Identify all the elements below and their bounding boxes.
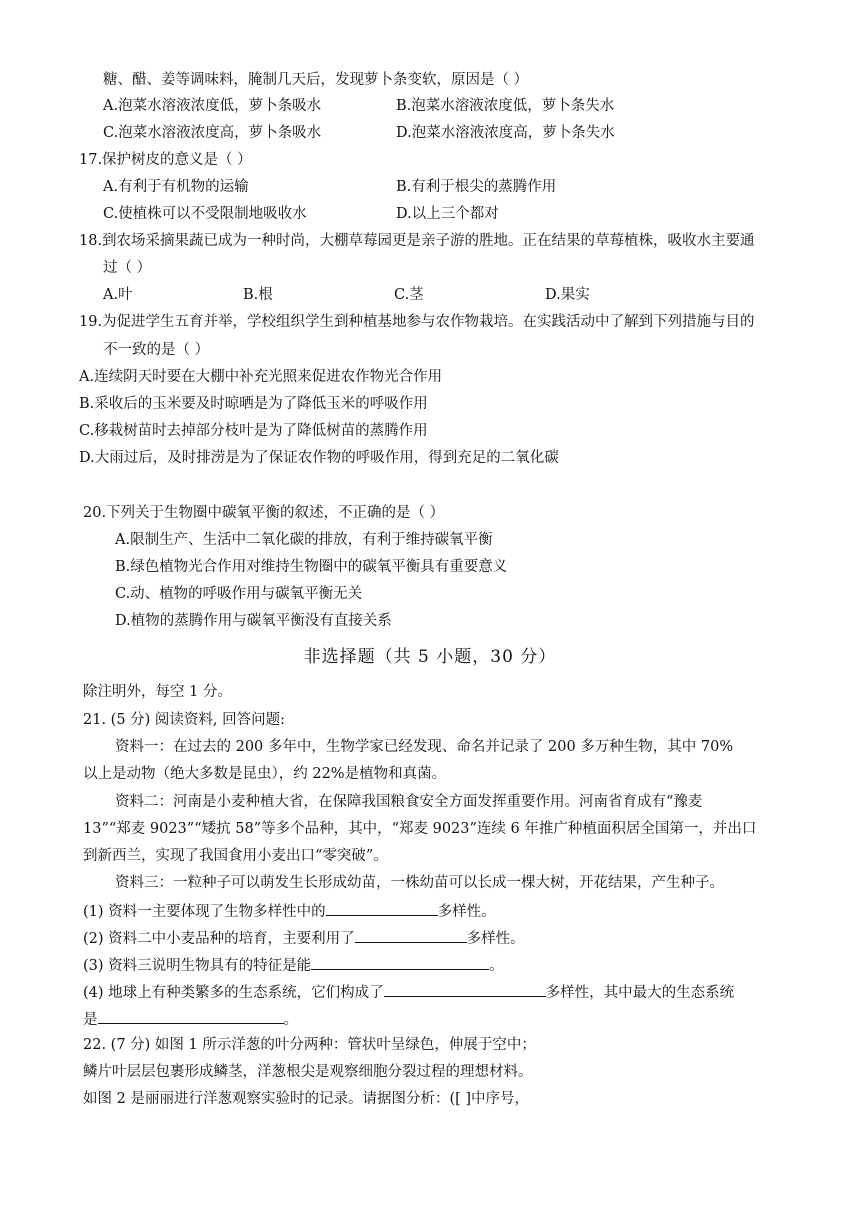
q20-option-c: C.动、植物的呼吸作用与碳氧平衡无关 [115,586,363,602]
q21-material1-line2: 以上是动物（绝大多数是昆虫），约 22%是植物和真菌。 [83,766,447,782]
q16-option-c: C.泡菜水溶液浓度高，萝卜条吸水 [103,125,322,141]
q21-sub3-tail: 。 [489,958,504,974]
q21-material2-line1: 资料二：河南是小麦种植大省，在保障我国粮食安全方面发挥重要作用。河南省育成有“豫麦 [115,794,703,810]
q21-sub3 [83,954,504,976]
q21-material2-line2: 13”“郑麦 9023”“矮抗 58”等多个品种，其中，“郑麦 9023”连续 6 年推广种植面积居全国第一，并出口 [83,821,757,837]
q22-line2: 鳞片叶层层包裹形成鳞茎，洋葱根尖是观察细胞分裂过程的理想材料。 [83,1064,533,1080]
q21-sub3-answer-blank[interactable] [311,954,489,970]
q21-material2-line3: 到新西兰，实现了我国食用小麦出口“零突破”。 [83,848,388,864]
q21-sub4-end: 。 [283,1012,298,1028]
q19-stem-line1: 19.为促进学生五育并举，学校组织学生到种植基地参与农作物栽培。在实践活动中了解到下列措施与目的 [79,314,755,330]
q17-option-a: A.有利于有机物的运输 [103,179,249,195]
q19-option-d: D.大雨过后，及时排涝是为了保证农作物的呼吸作用，得到充足的二氧化碳 [79,450,559,466]
q21-sub4-answer-blank2[interactable] [98,1008,284,1024]
q19-option-b: B.采收后的玉米要及时晾晒是为了降低玉米的呼吸作用 [79,396,428,412]
q21-sub2-text: (2) 资料二中小麦品种的培育，主要利用了 [83,931,355,947]
q21-sub4-answer-blank1[interactable] [384,981,546,997]
section-note: 除注明外，每空 1 分。 [83,684,232,700]
q16-option-d: D.泡菜水溶液浓度高，萝卜条失水 [396,125,615,141]
q22-line1: 22. (7 分) 如图 1 所示洋葱的叶分两种：管状叶呈绿色，伸展于空中； [83,1037,536,1053]
q18-stem-line2: 过（ ） [103,260,152,276]
q21-sub2-tail: 多样性。 [466,931,525,947]
q19-option-a: A.连续阴天时要在大棚中补充光照来促进农作物光合作用 [79,369,443,385]
q16-option-a: A.泡菜水溶液浓度低，萝卜条吸水 [103,98,322,114]
q16-stem-continuation: 糖、醋、姜等调味料，腌制几天后，发现萝卜条变软，原因是（ ） [103,72,529,88]
q21-sub2 [83,927,525,949]
q17-stem: 17.保护树皮的意义是（ ） [79,152,252,168]
q21-sub4-text: (4) 地球上有种类繁多的生态系统，它们构成了 [83,985,384,1001]
q21-sub4-shi: 是 [83,1012,98,1028]
q20-option-d: D.植物的蒸腾作用与碳氧平衡没有直接关系 [115,613,392,629]
q19-stem-line2: 不一致的是（ ） [103,342,210,358]
q22-line3: 如图 2 是丽丽进行洋葱观察实验时的记录。请据图分析：([ ]中序号， [83,1091,530,1107]
q18-option-a: A.叶 [103,287,133,303]
q18-stem-line1: 18.到农场采摘果蔬已成为一种时尚，大棚草莓园更是亲子游的胜地。正在结果的草莓植株，吸收水主要通 [79,233,755,249]
q21-sub4 [83,981,734,1003]
q21-sub1-tail: 多样性。 [437,904,496,920]
q21-material1-line1: 资料一：在过去的 200 多年中，生物学家已经发现、命名并记录了 200 多万种生物，其中 70% [115,739,734,755]
q20-option-b: B.绿色植物光合作用对维持生物圈中的碳氧平衡具有重要意义 [115,559,508,575]
q20-stem: 20.下列关于生物圈中碳氧平衡的叙述，不正确的是（ ） [83,505,445,521]
q19-option-c: C.移栽树苗时去掉部分枝叶是为了降低树苗的蒸腾作用 [79,423,428,439]
q18-option-d: D.果实 [545,287,590,303]
q21-material3: 资料三：一粒种子可以萌发生长形成幼苗，一株幼苗可以长成一棵大树，开花结果，产生种子。 [115,875,724,891]
q21-sub1-text: (1) 资料一主要体现了生物多样性中的 [83,904,326,920]
q21-sub2-answer-blank[interactable] [355,927,467,943]
q21-sub3-text: (3) 资料三说明生物具有的特征是能 [83,958,312,974]
q21-sub1-answer-blank[interactable] [326,900,438,916]
q21-sub1 [83,900,496,922]
q17-option-b: B.有利于根尖的蒸腾作用 [396,179,557,195]
q18-option-c: C.茎 [394,287,424,303]
q21-sub4-cont [83,1008,298,1030]
q18-option-b: B.根 [243,287,273,303]
q21-sub4-mid: 多样性，其中最大的生态系统 [545,985,735,1001]
q21-stem: 21. (5 分) 阅读资料, 回答问题: [83,712,286,728]
q17-option-c: C.使植株可以不受限制地吸收水 [103,206,307,222]
q17-option-d: D.以上三个都对 [396,206,499,222]
q20-option-a: A.限制生产、生活中二氧化碳的排放，有利于维持碳氧平衡 [115,532,493,548]
section-title: 非选择题（共 5 小题，30 分） [303,647,557,667]
q16-option-b: B.泡菜水溶液浓度低，萝卜条失水 [396,98,615,114]
